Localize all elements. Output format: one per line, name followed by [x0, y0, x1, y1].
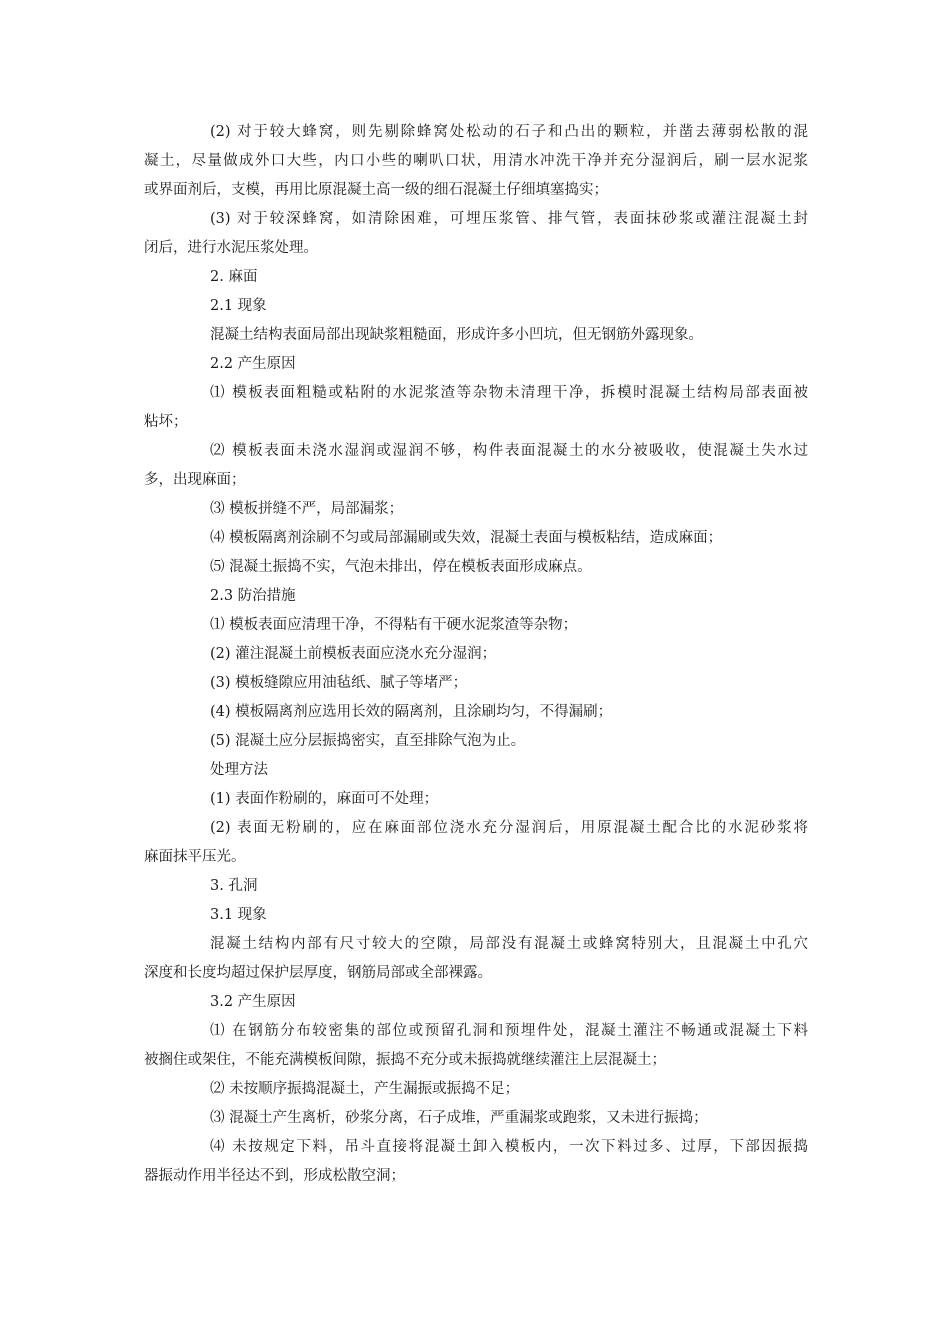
paragraph-line: (3) 模板缝隙应用油毡纸、腻子等堵严；: [210, 675, 468, 691]
paragraph-line: 2.2 产生原因: [210, 356, 296, 372]
paragraph-line: (4) 模板隔离剂应选用长效的隔离剂，且涂刷均匀，不得漏刷；: [210, 704, 613, 720]
paragraph-line: 2. 麻面: [210, 269, 258, 285]
paragraph-line: (3) 对于较深蜂窝，如清除困难，可埋压浆管、排气管，表面抹砂浆或灌注混凝土封: [210, 211, 808, 227]
paragraph-line: ⑶ 模板拼缝不严，局部漏浆；: [210, 501, 404, 517]
paragraph-line: (1) 表面作粉刷的，麻面可不处理；: [210, 791, 439, 807]
paragraph-line: ⑷ 未按规定下料，吊斗直接将混凝土卸入模板内，一次下料过多、过厚，下部因振捣: [210, 1139, 808, 1155]
paragraph-continuation-line: 凝土，尽量做成外口大些，内口小些的喇叭口状，用清水冲洗干净并充分湿润后，刷一层水泥浆: [144, 153, 808, 169]
paragraph-line: 3.1 现象: [210, 907, 267, 923]
paragraph-line: 3. 孔洞: [210, 878, 258, 894]
paragraph-continuation-line: 多，出现麻面；: [144, 472, 246, 488]
paragraph-line: ⑴ 模板表面粗糙或粘附的水泥浆渣等杂物未清理干净，拆模时混凝土结构局部表面被: [210, 385, 808, 401]
paragraph-line: ⑶ 混凝土产生离析，砂浆分离，石子成堆，严重漏浆或跑浆，又未进行振捣；: [210, 1110, 708, 1126]
paragraph-line: ⑴ 在钢筋分布较密集的部位或预留孔洞和预埋件处，混凝土灌注不畅通或混凝土下料: [210, 1023, 808, 1039]
paragraph-line: (2) 表面无粉刷的，应在麻面部位浇水充分湿润后，用原混凝土配合比的水泥砂浆将: [210, 820, 808, 836]
paragraph-continuation-line: 被搁住或架住，不能充满模板间隙，振捣不充分或未振捣就继续灌注上层混凝土；: [144, 1052, 666, 1068]
paragraph-line: 2.3 防治措施: [210, 588, 296, 604]
paragraph-line: ⑸ 混凝土振捣不实，气泡未排出，停在模板表面形成麻点。: [210, 559, 592, 575]
paragraph-line: ⑴ 模板表面应清理干净，不得粘有干硬水泥浆渣等杂物；: [210, 617, 578, 633]
paragraph-line: ⑵ 模板表面未浇水湿润或湿润不够，构件表面混凝土的水分被吸收，使混凝土失水过: [210, 443, 808, 459]
paragraph-line: 3.2 产生原因: [210, 994, 296, 1010]
paragraph-continuation-line: 粘坏；: [144, 414, 188, 430]
paragraph-line: ⑵ 未按顺序振捣混凝土，产生漏振或振捣不足；: [210, 1081, 520, 1097]
paragraph-line: 混凝土结构内部有尺寸较大的空隙，局部没有混凝土或蜂窝特别大，且混凝土中孔穴: [210, 936, 808, 952]
paragraph-line: (2) 灌注混凝土前模板表面应浇水充分湿润；: [210, 646, 497, 662]
paragraph-continuation-line: 麻面抹平压光。: [144, 849, 246, 865]
paragraph-continuation-line: 器振动作用半径达不到，形成松散空洞；: [144, 1168, 405, 1184]
paragraph-line: 处理方法: [210, 762, 268, 778]
paragraph-continuation-line: 闭后，进行水泥压浆处理。: [144, 240, 318, 256]
paragraph-line: (5) 混凝土应分层振捣密实，直至排除气泡为止。: [210, 733, 526, 749]
paragraph-line: 混凝土结构表面局部出现缺浆粗糙面，形成许多小凹坑，但无钢筋外露现象。: [210, 327, 703, 343]
paragraph-line: (2) 对于较大蜂窝，则先剔除蜂窝处松动的石子和凸出的颗粒，并凿去薄弱松散的混: [210, 124, 808, 140]
document-body: [144, 118, 808, 1191]
paragraph-line: 2.1 现象: [210, 298, 267, 314]
paragraph-continuation-line: 深度和长度均超过保护层厚度，钢筋局部或全部裸露。: [144, 965, 492, 981]
paragraph-line: ⑷ 模板隔离剂涂刷不匀或局部漏刷或失效，混凝土表面与模板粘结，造成麻面；: [210, 530, 723, 546]
paragraph-continuation-line: 或界面剂后，支模，再用比原混凝土高一级的细石混凝土仔细填塞捣实；: [144, 182, 608, 198]
